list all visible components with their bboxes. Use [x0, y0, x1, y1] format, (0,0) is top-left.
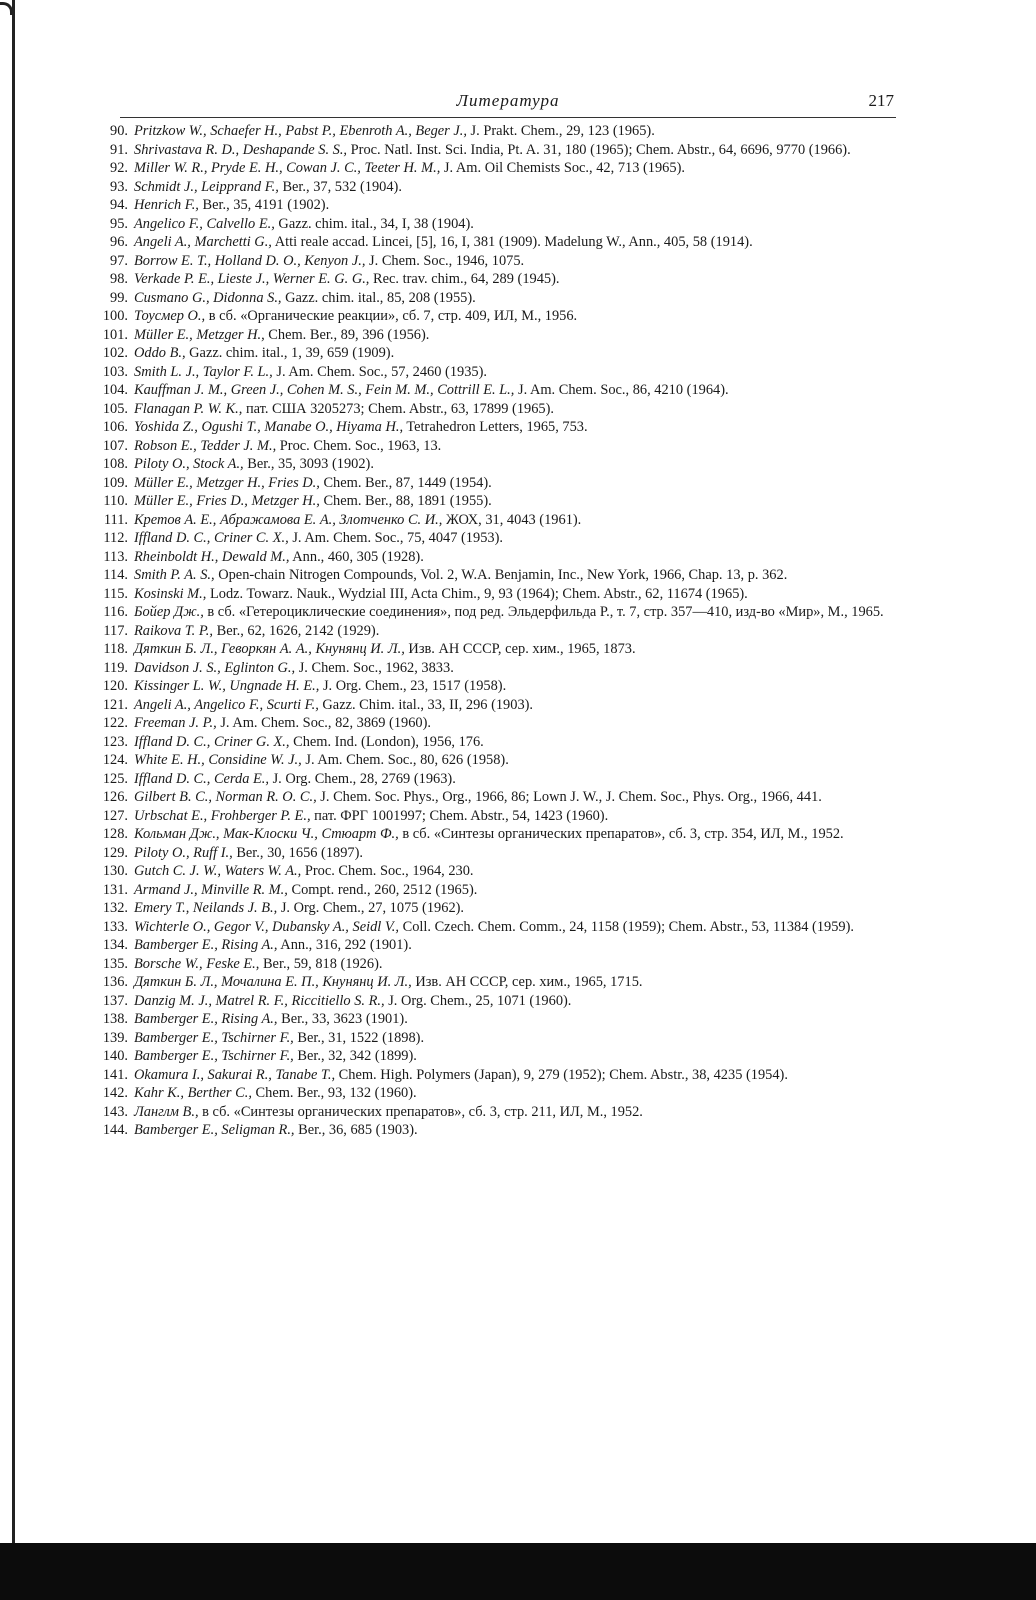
- reference-text: [134, 733, 896, 752]
- reference-item: [84, 751, 896, 770]
- reference-authors: Flanagan P. W. K.,: [134, 400, 243, 417]
- reference-item: [84, 548, 896, 567]
- reference-item: [84, 1029, 896, 1048]
- reference-number: 139.: [102, 1029, 128, 1046]
- reference-authors: Angeli A., Angelico F., Scurti F.,: [134, 696, 319, 713]
- reference-authors: Дяткин Б. Л., Мочалина Е. П., Кнунянц И. Л.,: [134, 974, 412, 990]
- reference-number: 96.: [110, 234, 128, 250]
- reference-text: [134, 973, 896, 992]
- reference-authors: Iffland D. C., Cerda E.,: [134, 770, 269, 787]
- reference-number: 143.: [102, 1103, 128, 1120]
- reference-item: [84, 307, 896, 326]
- reference-source: Compt. rend., 260, 2512 (1965).: [287, 881, 478, 898]
- reference-item: [84, 455, 896, 474]
- reference-source: J. Org. Chem., 28, 2769 (1963).: [268, 770, 456, 787]
- reference-authors: Borsche W., Feske E.,: [134, 955, 260, 972]
- reference-source: Ber., 30, 1656 (1897).: [232, 844, 364, 861]
- reference-item: [84, 344, 896, 363]
- reference-number: 104.: [102, 382, 128, 398]
- reference-text: [134, 640, 896, 659]
- reference-authors: Müller E., Metzger H., Fries D.,: [134, 474, 320, 491]
- reference-item: [84, 400, 896, 419]
- reference-item: [84, 696, 896, 715]
- reference-number: 102.: [102, 345, 128, 361]
- reference-text: [134, 696, 896, 715]
- reference-source: Ber., 35, 4191 (1902).: [198, 197, 330, 213]
- reference-item: [84, 122, 896, 141]
- reference-authors: Pritzkow W., Schaefer H., Pabst P., Ebenroth A., Beger J.,: [134, 123, 467, 139]
- reference-number: 126.: [102, 789, 128, 805]
- reference-source: Lodz. Towarz. Nauk., Wydzial III, Acta Chim., 9, 93 (1964); Chem. Abstr., 62, 11674 (1965).: [206, 585, 748, 602]
- reference-item: [84, 252, 896, 271]
- reference-item: [84, 289, 896, 308]
- reference-number: 137.: [102, 992, 128, 1009]
- reference-text: [134, 1047, 896, 1066]
- reference-source: J. Am. Chem. Soc., 75, 4047 (1953).: [288, 530, 503, 546]
- reference-source: Chem. Ber., 89, 396 (1956).: [264, 326, 430, 343]
- reference-authors: Bamberger E., Tschirner F.,: [134, 1048, 294, 1064]
- reference-item: [84, 1084, 896, 1103]
- reference-number: 114.: [103, 567, 128, 583]
- reference-source: пат. США 3205273; Chem. Abstr., 63, 17899 (1965).: [242, 400, 555, 417]
- reference-authors: Yoshida Z., Ogushi T., Manabe O., Hiyama H.,: [134, 419, 404, 435]
- reference-item: [84, 418, 896, 437]
- reference-authors: Shrivastava R. D., Deshapande S. S.,: [134, 141, 348, 158]
- reference-text: [134, 659, 896, 678]
- reference-item: [84, 955, 896, 974]
- reference-text: [134, 825, 896, 844]
- reference-authors: Бойер Дж.,: [134, 604, 204, 620]
- reference-source: Ber., 31, 1522 (1898).: [293, 1029, 425, 1046]
- reference-number: 116.: [103, 604, 128, 620]
- reference-authors: Gilbert B. C., Norman R. O. C.,: [134, 789, 317, 805]
- reference-item: [84, 640, 896, 659]
- reference-text: [134, 344, 896, 363]
- reference-item: [84, 1066, 896, 1085]
- reference-item: [84, 141, 896, 160]
- reference-source: Chem. Ber., 87, 1449 (1954).: [319, 474, 492, 491]
- scan-margin-mark: [12, 1180, 15, 1194]
- reference-text: [134, 196, 896, 215]
- reference-authors: Piloty O., Stock A.,: [134, 456, 244, 472]
- reference-authors: Kahr K., Berther C.,: [134, 1085, 252, 1101]
- reference-text: [134, 807, 896, 826]
- reference-number: 131.: [102, 881, 128, 898]
- reference-authors: Raikova T. P.,: [134, 622, 214, 639]
- reference-number: 138.: [102, 1011, 128, 1027]
- reference-number: 135.: [102, 955, 128, 972]
- reference-item: [84, 936, 896, 955]
- reference-number: 121.: [102, 696, 128, 713]
- reference-text: [134, 862, 896, 881]
- reference-source: Ber., 62, 1626, 2142 (1929).: [213, 622, 380, 639]
- reference-item: [84, 881, 896, 900]
- reference-item: [84, 474, 896, 493]
- reference-text: [134, 474, 896, 493]
- reference-source: J. Am. Chem. Soc., 82, 3869 (1960).: [216, 715, 431, 731]
- reference-text: [134, 677, 896, 696]
- reference-item: [84, 714, 896, 733]
- reference-authors: Angelico F., Calvello E.,: [134, 215, 275, 232]
- reference-text: [134, 381, 896, 400]
- reference-authors: Okamura I., Sakurai R., Tanabe T.,: [134, 1066, 336, 1083]
- reference-item: [84, 381, 896, 400]
- reference-text: [134, 122, 896, 141]
- reference-item: [84, 1047, 896, 1066]
- reference-number: 123.: [102, 733, 128, 750]
- reference-number: 95.: [110, 215, 128, 232]
- reference-number: 133.: [102, 918, 128, 935]
- reference-number: 124.: [102, 752, 128, 768]
- reference-item: [84, 992, 896, 1011]
- reference-text: [134, 955, 896, 974]
- reference-text: [134, 289, 896, 308]
- reference-authors: Angeli A., Marchetti G.,: [134, 234, 272, 250]
- reference-source: в сб. «Синтезы органических препаратов», сб. 3, стр. 211, ИЛ, М., 1952.: [198, 1103, 643, 1120]
- scan-bottom-bar: [0, 1543, 1036, 1600]
- reference-item: [84, 585, 896, 604]
- reference-authors: Emery T., Neilands J. B.,: [134, 900, 278, 916]
- reference-text: [134, 936, 896, 955]
- reference-source: Ann., 316, 292 (1901).: [277, 937, 412, 953]
- reference-number: 125.: [102, 770, 128, 787]
- reference-authors: White E. H., Considine W. J.,: [134, 752, 302, 768]
- reference-item: [84, 159, 896, 178]
- reference-number: 110.: [103, 493, 128, 509]
- reference-number: 130.: [102, 863, 128, 879]
- reference-source: Open-chain Nitrogen Compounds, Vol. 2, W.A. Benjamin, Inc., New York, 1966, Chap. 13, p. 362.: [214, 567, 788, 583]
- reference-authors: Bamberger E., Rising A.,: [134, 1011, 278, 1027]
- reference-number: 122.: [102, 715, 128, 731]
- page-number: 217: [868, 91, 894, 110]
- reference-source: J. Chem. Soc., 1946, 1075.: [365, 252, 525, 269]
- scan-margin-mark: [12, 1118, 15, 1130]
- reference-text: [134, 751, 896, 770]
- reference-authors: Henrich F.,: [134, 197, 199, 213]
- reference-number: 109.: [102, 474, 128, 491]
- reference-authors: Kosinski M.,: [134, 585, 207, 602]
- reference-number: 118.: [103, 641, 128, 657]
- reference-source: Chem. Ber., 88, 1891 (1955).: [319, 493, 492, 509]
- reference-number: 128.: [102, 826, 128, 842]
- reference-number: 132.: [102, 900, 128, 916]
- reference-text: [134, 141, 896, 160]
- reference-source: Tetrahedron Letters, 1965, 753.: [403, 419, 588, 435]
- reference-item: [84, 1010, 896, 1029]
- reference-text: [134, 1066, 896, 1085]
- reference-item: [84, 529, 896, 548]
- reference-source: в сб. «Органические реакции», сб. 7, стр. 409, ИЛ, М., 1956.: [205, 308, 578, 324]
- reference-text: [134, 215, 896, 234]
- reference-text: [134, 603, 896, 622]
- reference-number: 134.: [102, 937, 128, 953]
- reference-source: J. Am. Chem. Soc., 57, 2460 (1935).: [272, 363, 488, 380]
- reference-number: 112.: [103, 530, 128, 546]
- reference-text: [134, 1103, 896, 1122]
- reference-authors: Ланглм В.,: [134, 1103, 199, 1120]
- reference-text: [134, 455, 896, 474]
- reference-number: 141.: [102, 1066, 128, 1083]
- reference-source: J. Org. Chem., 25, 1071 (1960).: [384, 992, 572, 1009]
- reference-number: 101.: [102, 326, 128, 343]
- reference-authors: Gutch C. J. W., Waters W. A.,: [134, 863, 302, 879]
- reference-source: Chem. High. Polymers (Japan), 9, 279 (1952); Chem. Abstr., 38, 4235 (1954).: [335, 1066, 788, 1083]
- reference-source: Gazz. chim. ital., 34, I, 38 (1904).: [274, 215, 474, 232]
- reference-authors: Schmidt J., Leipprand F.,: [134, 178, 279, 195]
- reference-source: Ber., 36, 685 (1903).: [294, 1122, 418, 1138]
- reference-authors: Smith L. J., Taylor F. L.,: [134, 363, 273, 380]
- reference-text: [134, 770, 896, 789]
- reference-number: 94.: [110, 197, 128, 213]
- scan-margin-mark: [12, 1360, 15, 1370]
- reference-text: [134, 252, 896, 271]
- reference-text: [134, 511, 896, 530]
- reference-source: ЖОХ, 31, 4043 (1961).: [442, 511, 582, 528]
- reference-item: [84, 788, 896, 807]
- reference-source: Gazz. Chim. ital., 33, II, 296 (1903).: [318, 696, 534, 713]
- reference-authors: Кольман Дж., Мак-Клоски Ч., Стюарт Ф.,: [134, 826, 399, 842]
- reference-authors: Davidson J. S., Eglinton G.,: [134, 659, 296, 676]
- reference-text: [134, 844, 896, 863]
- reference-text: [134, 437, 896, 456]
- reference-source: Ann., 460, 305 (1928).: [289, 548, 424, 565]
- reference-authors: Piloty O., Ruff I.,: [134, 844, 233, 861]
- reference-number: 93.: [110, 178, 128, 195]
- reference-number: 115.: [103, 585, 128, 602]
- reference-authors: Müller E., Fries D., Metzger H.,: [134, 493, 320, 509]
- reference-source: Ber., 32, 342 (1899).: [293, 1048, 417, 1064]
- reference-authors: Müller E., Metzger H.,: [134, 326, 265, 343]
- scan-margin-mark: [12, 1296, 15, 1312]
- reference-source: Chem. Ber., 93, 132 (1960).: [251, 1085, 417, 1101]
- reference-text: [134, 233, 896, 252]
- reference-number: 120.: [102, 678, 128, 694]
- reference-source: Изв. АН СССР, сер. хим., 1965, 1873.: [404, 641, 636, 657]
- reference-item: [84, 973, 896, 992]
- reference-number: 92.: [110, 160, 128, 176]
- reference-text: [134, 400, 896, 419]
- reference-source: J. Am. Chem. Soc., 80, 626 (1958).: [301, 752, 509, 768]
- reference-source: Изв. АН СССР, сер. хим., 1965, 1715.: [411, 974, 643, 990]
- reference-authors: Armand J., Minville R. M.,: [134, 881, 288, 898]
- reference-authors: Robson E., Tedder J. M.,: [134, 437, 277, 454]
- reference-authors: Rheinboldt H., Dewald M.,: [134, 548, 290, 565]
- reference-text: [134, 788, 896, 807]
- reference-text: [134, 178, 896, 197]
- reference-authors: Bamberger E., Rising A.,: [134, 937, 278, 953]
- reference-authors: Verkade P. E., Lieste J., Werner E. G. G.,: [134, 271, 370, 287]
- reference-source: Ber., 37, 532 (1904).: [278, 178, 402, 195]
- reference-source: пат. ФРГ 1001997; Chem. Abstr., 54, 1423 (1960).: [310, 807, 609, 824]
- reference-text: [134, 1029, 896, 1048]
- reference-item: [84, 825, 896, 844]
- reference-authors: Urbschat E., Frohberger P. E.,: [134, 807, 311, 824]
- reference-item: [84, 215, 896, 234]
- reference-item: [84, 899, 896, 918]
- reference-number: 91.: [110, 141, 128, 158]
- reference-source: Ber., 33, 3623 (1901).: [277, 1011, 408, 1027]
- reference-item: [84, 603, 896, 622]
- reference-source: Gazz. chim. ital., 1, 39, 659 (1909).: [185, 345, 395, 361]
- reference-number: 99.: [110, 289, 128, 306]
- reference-source: Proc. Natl. Inst. Sci. India, Pt. A. 31, 180 (1965); Chem. Abstr., 64, 6696, 9770 (1966).: [347, 141, 851, 158]
- reference-text: [134, 326, 896, 345]
- reference-item: [84, 733, 896, 752]
- reference-authors: Danzig M. J., Matrel R. F., Riccitiello S. R.,: [134, 992, 385, 1009]
- reference-item: [84, 178, 896, 197]
- reference-authors: Miller W. R., Pryde E. H., Cowan J. C., Teeter H. M.,: [134, 160, 441, 176]
- reference-number: 142.: [102, 1085, 128, 1101]
- reference-item: [84, 807, 896, 826]
- reference-authors: Кретов А. Е., Абражамова Е. А., Злотченко С. И.,: [134, 511, 443, 528]
- reference-source: J. Chem. Soc. Phys., Org., 1966, 86; Lown J. W., J. Chem. Soc., Phys. Org., 1966, 441.: [316, 789, 822, 805]
- reference-source: J. Am. Oil Chemists Soc., 42, 713 (1965).: [440, 160, 685, 176]
- reference-source: Ber., 59, 818 (1926).: [259, 955, 383, 972]
- reference-text: [134, 566, 896, 585]
- reference-item: [84, 1103, 896, 1122]
- reference-item: [84, 566, 896, 585]
- reference-item: [84, 918, 896, 937]
- reference-number: 98.: [110, 271, 128, 287]
- reference-text: [134, 1121, 896, 1140]
- reference-text: [134, 418, 896, 437]
- reference-number: 107.: [102, 437, 128, 454]
- reference-item: [84, 492, 896, 511]
- reference-text: [134, 307, 896, 326]
- reference-item: [84, 437, 896, 456]
- reference-item: [84, 862, 896, 881]
- reference-number: 129.: [102, 844, 128, 861]
- reference-item: [84, 659, 896, 678]
- reference-number: 111.: [103, 511, 128, 528]
- reference-text: [134, 622, 896, 641]
- reference-text: [134, 585, 896, 604]
- page-header: [120, 91, 896, 118]
- reference-source: J. Am. Chem. Soc., 86, 4210 (1964).: [514, 382, 729, 398]
- reference-item: [84, 326, 896, 345]
- reference-item: [84, 511, 896, 530]
- reference-item: [84, 270, 896, 289]
- reference-text: [134, 270, 896, 289]
- reference-source: Chem. Ind. (London), 1956, 176.: [289, 733, 484, 750]
- reference-number: 119.: [103, 659, 128, 676]
- reference-authors: Bamberger E., Tschirner F.,: [134, 1029, 294, 1046]
- reference-authors: Wichterle O., Gegor V., Dubansky A., Seidl V.,: [134, 918, 399, 935]
- reference-text: [134, 918, 896, 937]
- reference-text: [134, 548, 896, 567]
- reference-item: [84, 363, 896, 382]
- reference-number: 97.: [110, 252, 128, 269]
- reference-number: 144.: [102, 1122, 128, 1138]
- reference-text: [134, 363, 896, 382]
- reference-number: 108.: [102, 456, 128, 472]
- reference-text: [134, 714, 896, 733]
- reference-authors: Smith P. A. S.,: [134, 567, 215, 583]
- reference-item: [84, 622, 896, 641]
- reference-authors: Kissinger L. W., Ungnade H. E.,: [134, 678, 320, 694]
- reference-authors: Тоусмер О.,: [134, 308, 206, 324]
- reference-source: в сб. «Гетероциклические соединения», под ред. Эльдерфильда Р., т. 7, стр. 357—410, изд-во «Мир», М., 1965.: [203, 604, 884, 620]
- reference-text: [134, 899, 896, 918]
- reference-item: [84, 1121, 896, 1140]
- running-title: Литература: [456, 91, 560, 110]
- reference-text: [134, 529, 896, 548]
- reference-number: 113.: [103, 548, 128, 565]
- reference-authors: Kauffman J. M., Green J., Cohen M. S., Fein M. M., Cottrill E. L.,: [134, 382, 515, 398]
- reference-item: [84, 677, 896, 696]
- reference-item: [84, 844, 896, 863]
- reference-authors: Iffland D. C., Criner G. X.,: [134, 733, 290, 750]
- reference-source: Proc. Chem. Soc., 1963, 13.: [276, 437, 442, 454]
- reference-source: Coll. Czech. Chem. Comm., 24, 1158 (1959); Chem. Abstr., 53, 11384 (1959).: [399, 918, 855, 935]
- scan-margin-mark: [12, 1010, 15, 1024]
- reference-number: 127.: [102, 807, 128, 824]
- reference-source: Ber., 35, 3093 (1902).: [243, 456, 374, 472]
- reference-source: Rec. trav. chim., 64, 289 (1945).: [369, 271, 560, 287]
- reference-authors: Oddo B.,: [134, 345, 186, 361]
- reference-list: [84, 122, 896, 1140]
- reference-number: 136.: [102, 974, 128, 990]
- reference-authors: Bamberger E., Seligman R.,: [134, 1122, 295, 1138]
- reference-item: [84, 196, 896, 215]
- reference-authors: Freeman J. P.,: [134, 715, 217, 731]
- reference-authors: Дяткин Б. Л., Геворкян А. А., Кнунянц И. Л.,: [134, 641, 405, 657]
- reference-number: 140.: [102, 1048, 128, 1064]
- reference-source: Proc. Chem. Soc., 1964, 230.: [301, 863, 474, 879]
- reference-source: Atti reale accad. Lincei, [5], 16, I, 381 (1909). Madelung W., Ann., 405, 58 (1914).: [271, 234, 753, 250]
- reference-item: [84, 770, 896, 789]
- reference-source: Gazz. chim. ital., 85, 208 (1955).: [281, 289, 476, 306]
- reference-source: в сб. «Синтезы органических препаратов», сб. 3, стр. 354, ИЛ, М., 1952.: [398, 826, 844, 842]
- reference-authors: Cusmano G., Didonna S.,: [134, 289, 282, 306]
- reference-source: J. Chem. Soc., 1962, 3833.: [295, 659, 454, 676]
- reference-number: 103.: [102, 363, 128, 380]
- reference-text: [134, 159, 896, 178]
- reference-number: 105.: [102, 400, 128, 417]
- reference-text: [134, 492, 896, 511]
- reference-number: 100.: [102, 308, 128, 324]
- reference-text: [134, 1010, 896, 1029]
- reference-number: 117.: [103, 622, 128, 639]
- reference-text: [134, 992, 896, 1011]
- reference-item: [84, 233, 896, 252]
- reference-source: J. Org. Chem., 23, 1517 (1958).: [319, 678, 507, 694]
- reference-source: J. Prakt. Chem., 29, 123 (1965).: [466, 123, 655, 139]
- reference-text: [134, 881, 896, 900]
- reference-authors: Iffland D. C., Criner C. X.,: [134, 530, 289, 546]
- reference-number: 106.: [102, 419, 128, 435]
- reference-source: J. Org. Chem., 27, 1075 (1962).: [277, 900, 465, 916]
- reference-text: [134, 1084, 896, 1103]
- reference-number: 90.: [110, 123, 128, 139]
- reference-authors: Borrow E. T., Holland D. O., Kenyon J.,: [134, 252, 366, 269]
